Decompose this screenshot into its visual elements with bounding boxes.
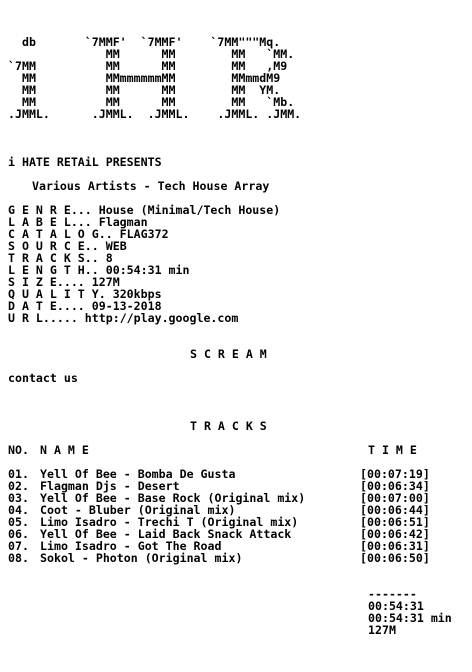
total-time: 00:54:31 — [368, 599, 424, 613]
column-time: T I M E — [368, 443, 417, 457]
track-title: Sokol - Photon (Original mix) — [40, 551, 243, 565]
info-key: L E N G T H.. — [8, 263, 99, 277]
info-key: D A T E.... — [8, 299, 85, 313]
total-size: 127M — [368, 623, 396, 637]
info-key: Q U A L I T Y. — [8, 287, 106, 301]
track-time: [00:06:31] — [360, 539, 430, 553]
presents-line: i HATE RETAiL PRESENTS — [8, 155, 162, 169]
track-title: Flagman Djs - Desert — [40, 479, 180, 493]
track-time: [00:06:42] — [360, 527, 430, 541]
total-length: 00:54:31 min — [368, 611, 452, 625]
ascii-logo-line: .JMML. .JMML. .JMML. .JMML. .JMM. — [8, 107, 302, 121]
track-number: 01. — [8, 467, 29, 481]
ascii-logo-line: db `7MMF' `7MMF' `7MM"""Mq. — [8, 35, 281, 49]
ascii-logo-line: MM MM MM MM `Mb. — [8, 95, 295, 109]
totals-divider: ------- — [368, 587, 417, 601]
track-title: Yell Of Bee - Bomba De Gusta — [40, 467, 236, 481]
info-key: S O U R C E.. — [8, 239, 99, 253]
scream-heading: S C R E A M — [190, 347, 267, 361]
track-title: Limo Isadro - Got The Road — [40, 539, 222, 553]
track-title: Limo Isadro - Trechi T (Original mix) — [40, 515, 299, 529]
info-key: U R L..... — [8, 311, 78, 325]
info-value: 00:54:31 min — [98, 263, 190, 277]
tracks-heading: T R A C K S — [190, 419, 267, 433]
ascii-logo-line: `7MM MM MM MM ,M9 — [8, 59, 288, 73]
column-no: NO. — [8, 443, 29, 457]
track-number: 08. — [8, 551, 29, 565]
track-number: 04. — [8, 503, 29, 517]
info-value: House (Minimal/Tech House) — [91, 203, 281, 217]
info-key: S I Z E.... — [8, 275, 85, 289]
track-number: 05. — [8, 515, 29, 529]
ascii-logo-line: MM MMmmmmmmMM MMmmdM9 — [8, 71, 281, 85]
info-value: WEB — [98, 239, 127, 253]
track-time: [00:06:50] — [360, 551, 430, 565]
column-name: N A M E — [40, 443, 89, 457]
info-row — [8, 312, 238, 324]
info-value: 8 — [98, 251, 113, 265]
ascii-logo-line: MM MM MM `MM. — [8, 47, 295, 61]
track-number: 07. — [8, 539, 29, 553]
track-number: 03. — [8, 491, 29, 505]
track-time: [00:06:34] — [360, 479, 430, 493]
ascii-logo — [8, 36, 301, 120]
info-key: G E N R E... — [8, 203, 92, 217]
info-value: 09-13-2018 — [84, 299, 162, 313]
track-time: [00:06:51] — [360, 515, 430, 529]
track-number: 06. — [8, 527, 29, 541]
info-value: FLAG372 — [112, 227, 169, 241]
info-value: 320kbps — [105, 287, 162, 301]
info-key: L A B E L... — [8, 215, 92, 229]
track-title: Yell Of Bee - Base Rock (Original mix) — [40, 491, 306, 505]
track-time: [00:07:00] — [360, 491, 430, 505]
info-key: T R A C K S.. — [8, 251, 99, 265]
contact-link[interactable]: contact us — [8, 371, 78, 385]
info-value: Flagman — [91, 215, 148, 229]
track-number: 02. — [8, 479, 29, 493]
ascii-logo-line: MM MM MM MM YM. — [8, 83, 281, 97]
track-time: [00:06:44] — [360, 503, 430, 517]
info-value: 127M — [84, 275, 120, 289]
info-key: C A T A L O G.. — [8, 227, 113, 241]
track-title: Coot - Bluber (Original mix) — [40, 503, 236, 517]
track-title: Yell Of Bee - Laid Back Snack Attack — [40, 527, 292, 541]
release-title: Various Artists - Tech House Array — [32, 179, 270, 193]
info-value[interactable]: http://play.google.com — [77, 311, 239, 325]
track-time: [00:07:19] — [360, 467, 430, 481]
